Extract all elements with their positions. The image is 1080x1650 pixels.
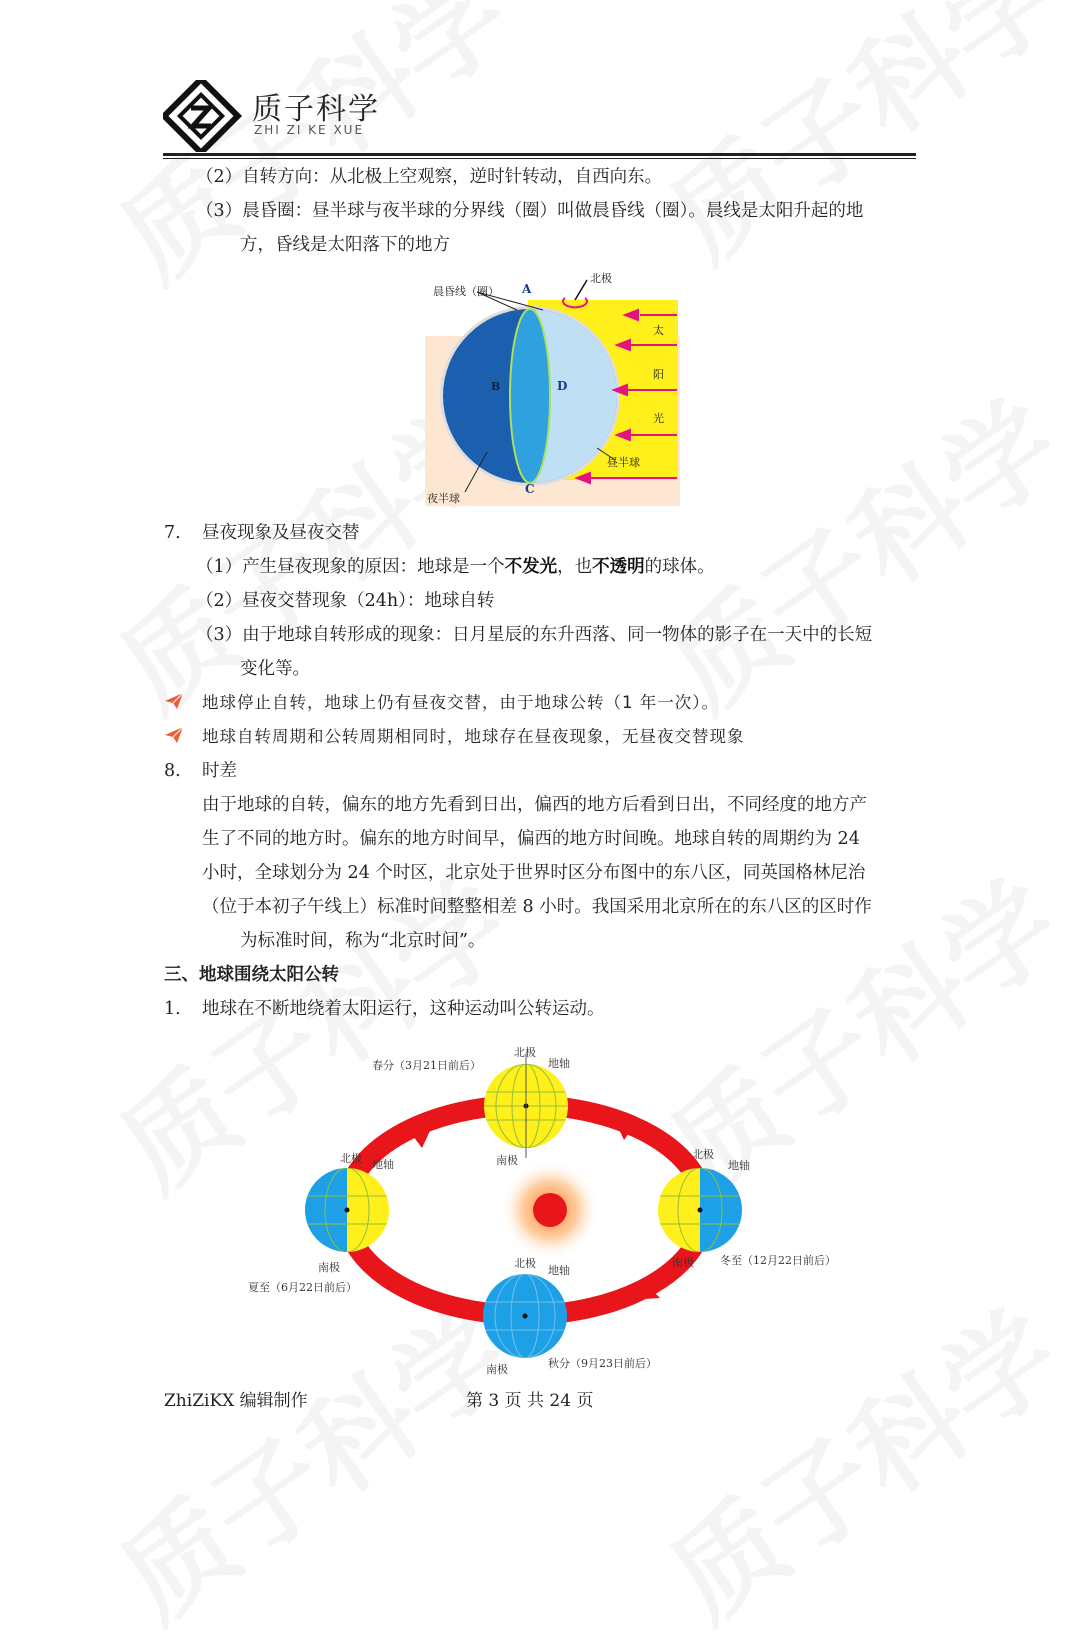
paper-plane-icon	[164, 692, 184, 710]
text-line: （2）昼夜交替现象（24h）：地球自转	[196, 591, 495, 611]
text-line: 小时，全球划分为 24 个时区，北京处于世界时区分布图中的东八区，同英国格林尼治	[202, 863, 866, 883]
header-rule	[163, 153, 916, 156]
sunlight-label: 阳	[653, 368, 664, 381]
earth-axis-label: 地轴	[372, 1158, 394, 1171]
brand-subtitle: ZHI ZI KE XUE	[254, 123, 365, 137]
text-line: 生了不同的地方时。偏东的地方时间早，偏西的地方时间晚。地球自转的周期约为 24	[202, 829, 860, 849]
earth-axis-label: 地轴	[548, 1264, 570, 1277]
section-title: 时差	[202, 761, 237, 781]
page-number: 第 3 页 共 24 页	[466, 1391, 594, 1411]
north-arrow-icon	[575, 280, 587, 300]
south-pole-label: 南极	[486, 1363, 508, 1376]
sunlight-label: 光	[653, 412, 664, 425]
brand-name: 质子科学	[252, 92, 380, 127]
point-a-label: A	[522, 282, 532, 296]
point-b-label: B	[491, 380, 501, 393]
day-hemisphere-label: 昼半球	[607, 456, 640, 469]
terminator-label: 晨昏线（圈）	[433, 285, 499, 298]
winter-solstice-label: 冬至（12月22日前后）	[720, 1254, 836, 1267]
watermark	[634, 0, 1080, 290]
summer-solstice-label: 夏至（6月22日前后）	[248, 1281, 357, 1294]
earth-spring	[480, 1060, 580, 1160]
earth-axis-label: 地轴	[548, 1057, 570, 1070]
north-pole-label: 北极	[340, 1152, 362, 1165]
note-line: 地球停止自转，地球上仍有昼夜交替，由于地球公转（1 年一次）。	[202, 693, 719, 712]
text-line: （位于本初子午线上）标准时间整整相差 8 小时。我国采用北京所在的东八区的区时作	[202, 897, 872, 917]
point-c-label: C	[525, 482, 535, 496]
text-line: （3）晨昏圈：昼半球与夜半球的分界线（圈）叫做晨昏线（圈）。晨线是太阳升起的地	[196, 201, 864, 221]
chapter-heading: 三、地球围绕太阳公转	[164, 965, 339, 985]
section-number: 8.	[164, 761, 181, 781]
earth-autumn	[480, 1270, 580, 1370]
text-line: 地球在不断地绕着太阳运行，这种运动叫公转运动。	[202, 999, 605, 1019]
text-line: 为标准时间，称为“北京时间”。	[240, 931, 486, 951]
note-line: 地球自转周期和公转周期相同时，地球存在昼夜现象，无昼夜交替现象	[202, 727, 745, 746]
emphasis: 不透明	[592, 557, 645, 577]
emphasis: 不发光	[504, 557, 558, 577]
night-hemisphere-label: 夜半球	[427, 492, 460, 505]
north-pole-label: 北极	[514, 1046, 536, 1059]
header-rule-thin	[163, 158, 916, 159]
text-line: （3）由于地球自转形成的现象：日月星辰的东升西落、同一物体的影子在一天中的长短	[196, 625, 873, 645]
text-line: 方，昏线是太阳落下的地方	[240, 235, 450, 255]
spring-equinox-label: 春分（3月21日前后）	[372, 1059, 481, 1072]
point-d-label: D	[557, 379, 568, 393]
north-pole-label: 北极	[514, 1257, 536, 1270]
section-number: 1.	[164, 999, 181, 1019]
text-line: （1）产生昼夜现象的原因：地球是一个不发光，也不透明的球体。	[196, 557, 715, 577]
south-pole-label: 南极	[672, 1256, 694, 1269]
south-pole-label: 南极	[318, 1261, 340, 1274]
text-line: 变化等。	[240, 659, 310, 679]
watermark	[634, 358, 1080, 740]
north-pole-label: 北极	[692, 1148, 714, 1161]
section-title: 昼夜现象及昼夜交替	[202, 523, 360, 543]
terminator-band	[510, 309, 550, 483]
earth-axis-label: 地轴	[728, 1159, 750, 1172]
text-line: 由于地球的自转，偏东的地方先看到日出，偏西的地方后看到日出，不同经度的地方产	[202, 795, 867, 815]
paper-plane-icon	[164, 726, 184, 744]
day-night-diagram	[425, 270, 685, 510]
orbit-diagram	[240, 1040, 860, 1380]
north-pole-label: 北极	[590, 272, 612, 285]
footer-left: ZhiZiKX 编辑制作	[164, 1391, 308, 1411]
section-number: 7.	[164, 523, 181, 543]
south-pole-label: 南极	[496, 1154, 518, 1167]
autumn-equinox-label: 秋分（9月23日前后）	[548, 1357, 657, 1370]
sun	[533, 1193, 567, 1227]
sunlight-label: 太	[653, 324, 664, 337]
text-line: （2）自转方向：从北极上空观察，逆时针转动，自西向东。	[196, 167, 663, 187]
